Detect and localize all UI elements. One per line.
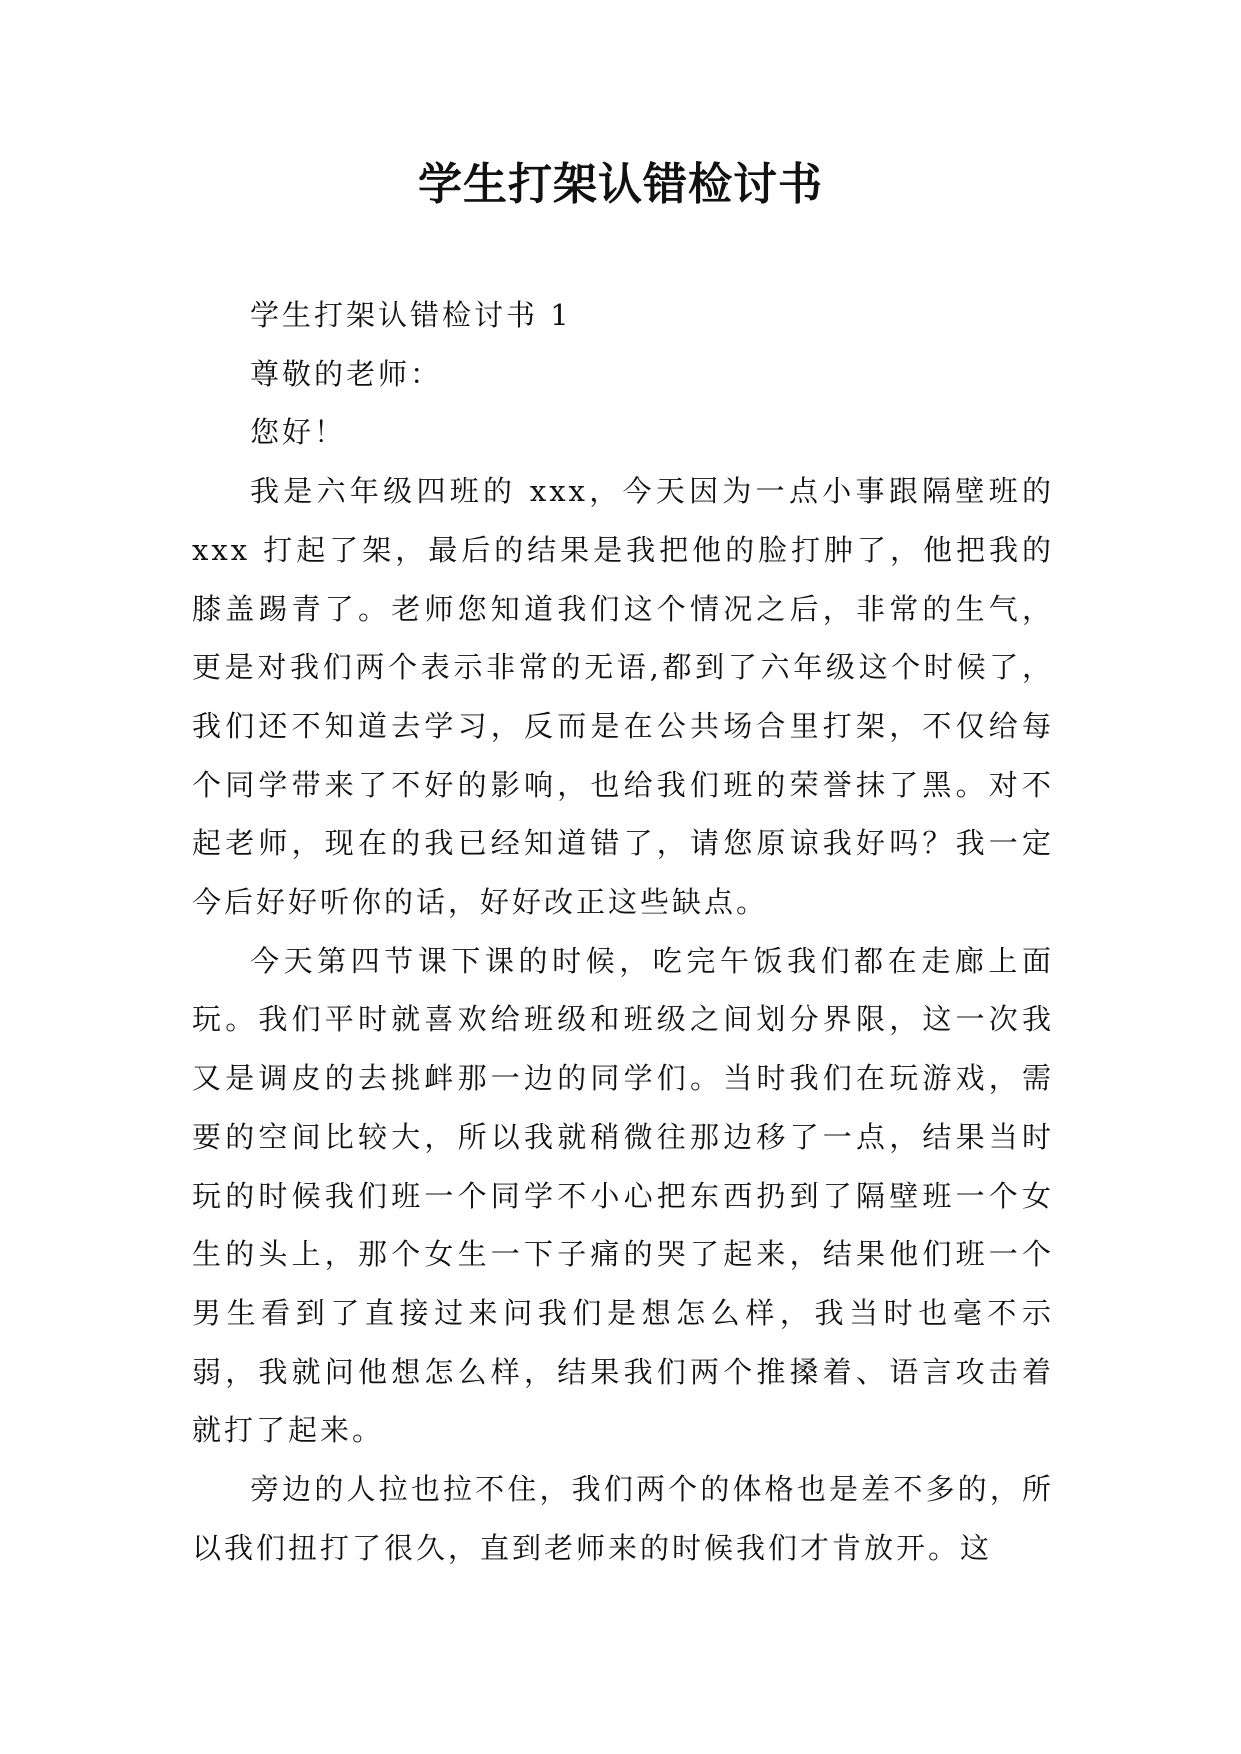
body-paragraph: 我是六年级四班的 xxx，今天因为一点小事跟隔壁班的 xxx 打起了架，最后的结果是我把他的脸打肿了，他把我的膝盖踢青了。老师您知道我们这个情况之后，非常的生气，更是对我们两个表示非常的无语,都到了六年级这个时候了，我们还不知道去学习，反而是在公共场合里打架，不仅给每个同学带来了不好的影响，也给我们班的荣誉抹了黑。对不起老师，现在的我已经知道错了，请您原谅我好吗？我一定今后好好听你的话，好好改正这些缺点。	[192, 474, 1054, 920]
greeting: 您好！	[250, 415, 347, 450]
document-body	[192, 286, 1054, 1577]
body-paragraph: 旁边的人拉也拉不住，我们两个的体格也是差不多的，所以我们扭打了很久，直到老师来的时候我们才肯放开。这	[192, 1472, 1054, 1565]
section-heading: 学生打架认错检讨书 1	[250, 298, 572, 332]
document-title: 学生打架认错检讨书	[418, 159, 823, 210]
salutation: 尊敬的老师：	[250, 356, 443, 391]
body-paragraph: 今天第四节课下课的时候，吃完午饭我们都在走廊上面玩。我们平时就喜欢给班级和班级之间划分界限，这一次我又是调皮的去挑衅那一边的同学们。当时我们在玩游戏，需要的空间比较大，所以我就稍微往那边移了一点，结果当时玩的时候我们班一个同学不小心把东西扔到了隔壁班一个女生的头上，那个女生一下子痛的哭了起来，结果他们班一个男生看到了直接过来问我们是想怎么样，我当时也毫不示弱，我就问他想怎么样，结果我们两个推搡着、语言攻击着就打了起来。	[192, 943, 1054, 1448]
